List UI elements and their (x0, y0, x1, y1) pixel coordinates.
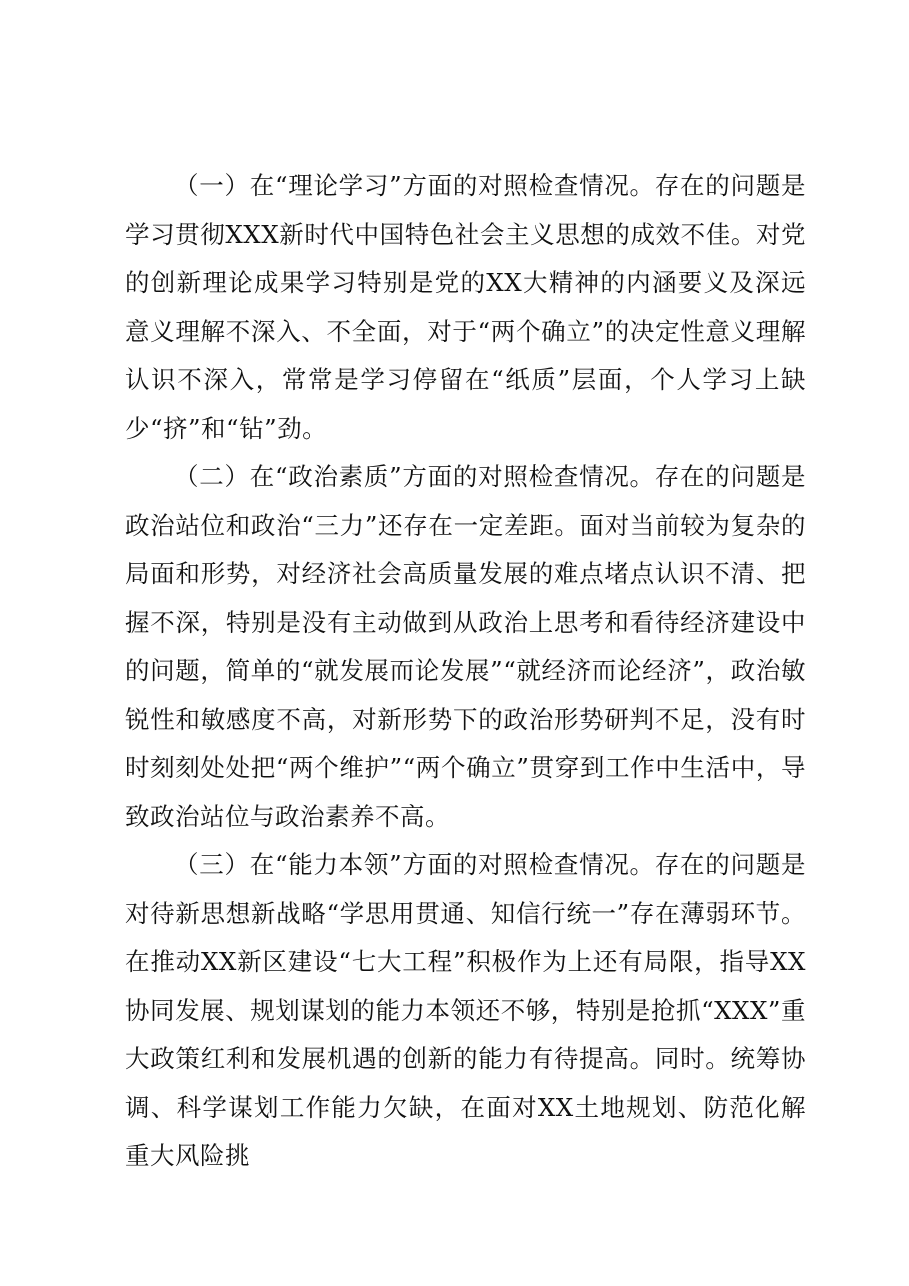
paragraph-political-quality: （二）在“政治素质”方面的对照检查情况。存在的问题是政治站位和政治“三力”还存在一定差距。面对当前较为复杂的局面和形势，对经济社会高质量发展的难点堵点认识不清、把握不深，特别是没有主动做到从政治上思考和看待经济建设中的问题，简单的“就发展而论发展”“就经济而论经济”，政治敏锐性和敏感度不高，对新形势下的政治形势研判不足，没有时时刻刻处处把“两个维护”“两个确立”贯穿到工作中生活中，导致政治站位与政治素养不高。 (125, 462, 806, 831)
paragraph-theory-study: （一）在“理论学习”方面的对照检查情况。存在的问题是学习贯彻XXX新时代中国特色社会主义思想的成效不佳。对党的创新理论成果学习特别是党的XX大精神的内涵要义及深远意义理解不深入、不全面，对于“两个确立”的决定性意义理解认识不深入，常常是学习停留在“纸质”层面，个人学习上缺少“挤”和“钻”劲。 (125, 171, 806, 443)
paragraph-ability-skills: （三）在“能力本领”方面的对照检查情况。存在的问题是对待新思想新战略“学思用贯通、知信行统一”存在薄弱环节。在推动XX新区建设“七大工程”积极作为上还有局限，指导XX协同发展、规划谋划的能力本领还不够，特别是抢抓“XXX”重大政策红利和发展机遇的创新的能力有待提高。同时。统筹协调、科学谋划工作能力欠缺，在面对XX土地规划、防范化解重大风险挑 (125, 850, 806, 1170)
document-body (125, 162, 806, 1181)
